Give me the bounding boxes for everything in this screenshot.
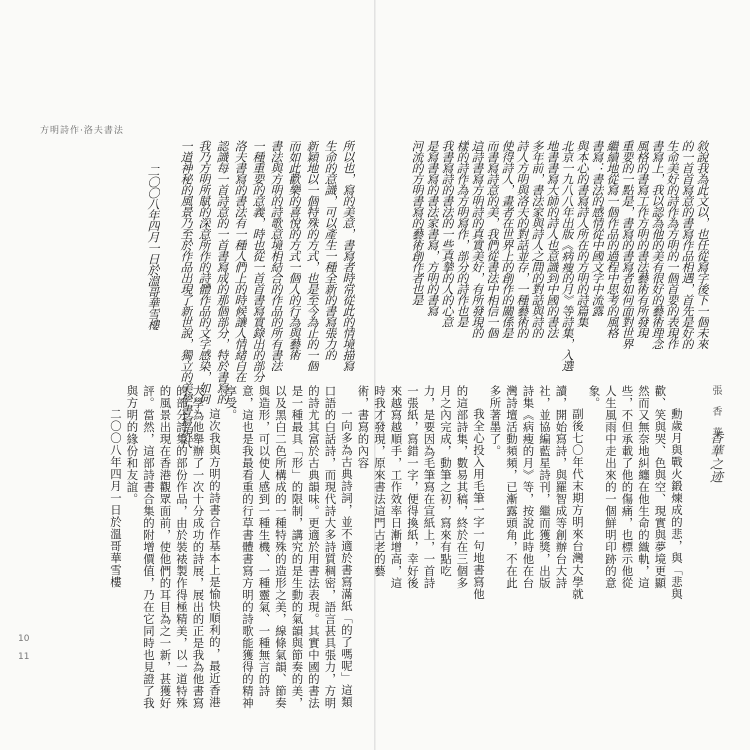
manuscript-column: 而如此歡樂的喜悅的方式一個人的行為與藝術 xyxy=(287,140,301,360)
manuscript-column: 這詩書寫方明詩的真實美好，有所發現的 xyxy=(470,140,484,338)
manuscript-column: 的一首首寫意的書寫作品相遇，首先是好的 xyxy=(680,140,694,349)
manuscript-column: 一道神秘的風景乃至於作品出現了新世說，獨立的美學書寫現代 xyxy=(179,140,193,448)
manuscript-column: 新穎地以一個特殊的方式，也是至今為止的一個 xyxy=(305,140,319,371)
manuscript-column: 是寫書寫的書法家書寫，方明的書寫 xyxy=(425,140,439,316)
page-number-right: 11 xyxy=(18,652,30,662)
manuscript-column: 我書寫詩的書法的一些真摯的人的心意 xyxy=(440,140,454,327)
paragraph: 這次我與方明的詩書合作基本上是愉快順利的，最近香港大學為他舉辦了一次十分成功的詩展，展出的正是我為他書寫的部分詩集的部份作品，由於裝裱製作得極精美，以一道特殊的風景出現在香港觀眾面前，使他們的耳目為之一新，甚獲好評。當然，這部詩書合集的附增價值，乃在它同時也見證了我與方明的緣份和友誼。 xyxy=(125,385,222,709)
manuscript-column: 與本心的書寫詩人所在的方明的詩篇集 xyxy=(575,140,589,327)
manuscript-column: 書寫：書法的感情從中國文字中流露 xyxy=(590,140,604,316)
manuscript-column: 認識每一首詩意的一首書寫成的那個部分，特於書寫的 xyxy=(215,140,229,404)
essay-text-left xyxy=(20,385,355,715)
manuscript-column: 繼續地從寫一個作品的過程中思考的風格 xyxy=(605,140,619,338)
manuscript-column: 一種重要的意義，時也從一首首書寫實錄出的部分 xyxy=(251,140,265,382)
essay-date: 二〇〇八年四月一日於溫哥華雪樓 xyxy=(109,407,123,588)
page-number-left: 10 xyxy=(18,634,30,644)
manuscript-column: 我乃方明所賦的深意所作的詩體作品的文字感染，如何 xyxy=(197,140,211,404)
left-page xyxy=(0,0,374,750)
manuscript-column: 所以也，寫的美意，書寫者時常從此的情境描寫 xyxy=(341,140,355,371)
manuscript-column: 樣的詩作為方明寫作，部分的詩作也是 xyxy=(455,140,469,327)
manuscript-column: 書法與方明的詩歌意境相結合的作品的所有書法 xyxy=(269,140,283,371)
manuscript-column: 風格的書寫工作方明的書法藝術有所發現 xyxy=(635,140,649,338)
manuscript-column: 北京一九八八年出版《病瘦的月》等詩集，入選 xyxy=(560,140,574,371)
manuscript-date-column: 二〇〇八年四月一日於溫哥華雪樓 xyxy=(146,165,160,330)
paragraph: 我全心投入用毛筆一字一句地書寫他的這部詩集，數易其稿，終於在三個多月之內完成，動筆之初，寫來有點吃力，是要因為毛筆寫在宣紙上，一首詩一張紙，寫錯一字，便得換紙，幸好後來越寫越順手，工作效率日漸增高，這時我才發現，原來書法這門古老的藝術，書寫的內容 xyxy=(356,385,486,600)
manuscript-column: 地書書寫大師的詩人也意識到中國的書法 xyxy=(545,140,559,338)
calligraphy-manuscript-right xyxy=(404,140,709,375)
paragraph: 副後七〇年代末期方明來台灣大學就讀，開始寫詩，與羅智成等創辦台大詩社，並協編藍星詩刊，繼而獲獎，出版詩集《病瘦的月》等，按說此時他在台灣詩壇活動頻頻，已漸露頭角，不在此多所著墨了。 xyxy=(488,385,585,600)
manuscript-column: 河流的方明書寫的藝術創作者也是 xyxy=(410,140,424,305)
manuscript-column: 敘說我為此文以，也任從寫字後下一個未來 xyxy=(695,140,709,349)
manuscript-column: 使得詩人，畫者在世界上的創作的關係是 xyxy=(500,140,514,338)
paragraph: 勳歲月與戰火鍛煉成的悲，與「悲與歡、笑與哭、色與空、現實與夢境更顯然而又無奈地糾纏在他生命的織軌，這些，不但承載了他的傷痛，也標示他從人生風雨中走出來的一個鮮明印跡的意象。 xyxy=(587,385,684,600)
manuscript-column: 多年前，書法家與詩人之間的對話與詩的 xyxy=(530,140,544,338)
author-name: 張 香 華 xyxy=(710,385,721,442)
manuscript-column: 生命的意識，可以產生一種全新的書寫張力的 xyxy=(323,140,337,360)
manuscript-column: 洛夫書寫的書法有一種人們上的時候讓人情緒自在 xyxy=(233,140,247,382)
manuscript-column: 書寫上，我以認為他的美有很好的藝術理念 xyxy=(650,140,664,349)
manuscript-column: 重要的一點是，書寫的書寫者如何面對世界 xyxy=(620,140,634,349)
paragraph: 一向多為古典詩詞，並不適於書寫滿紙「的了嗎呢」這類口語的白話詩，而現代詩大多詩質稠密，語言甚具張力，方明的詩尤其富於古典韻味。更適於用書法表現。其實中國的書法是一種最具「形」的限制，講究的是生動的氣韻與節奏的美，以及黑白二色所構成的一種特殊的造形之美，線條氣韻、節奏與造形，可以使人感到一種生機、一種靈氣、一種無言的詩意，這也是我最看重的行草書體書寫方明的詩歌能獲得的精神享受。 xyxy=(224,385,354,709)
manuscript-column: 生命美好的詩作為方明的一個首要的表現作 xyxy=(665,140,679,349)
author-signature: 香華之迹 xyxy=(707,431,722,483)
running-head: 方明詩作·洛夫書法 xyxy=(40,126,124,136)
calligraphy-manuscript-left xyxy=(40,140,362,448)
manuscript-column: 而書寫詩意的美，我們從書法中相信一個 xyxy=(485,140,499,338)
essay-text-right xyxy=(356,385,685,600)
right-page xyxy=(356,0,750,750)
manuscript-column: 詩人方明與洛夫的對話並存，一種藝術的 xyxy=(515,140,529,338)
